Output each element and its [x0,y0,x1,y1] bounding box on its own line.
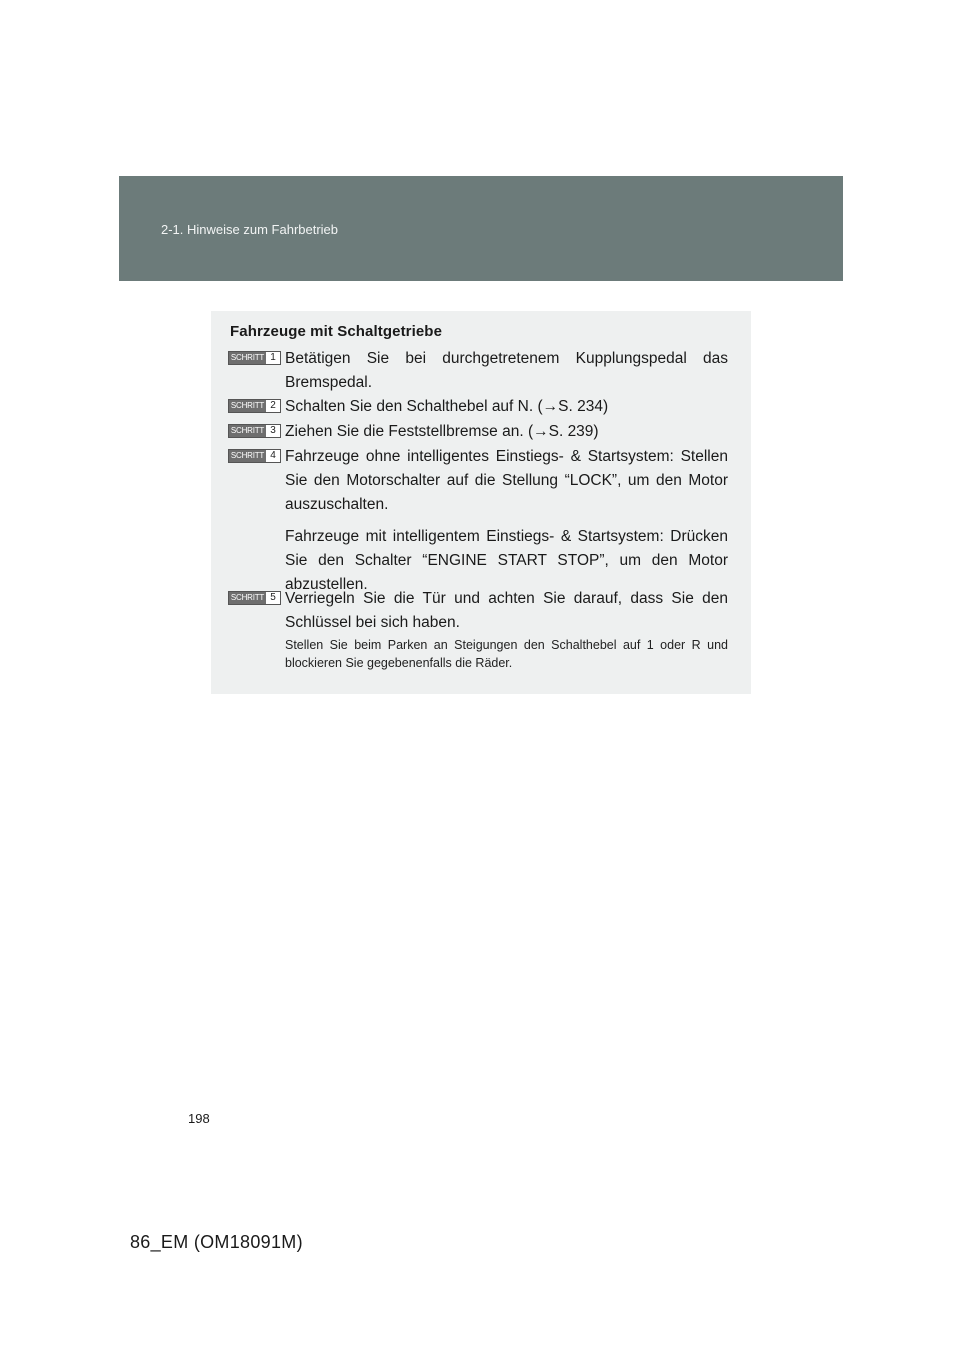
step-badge [228,424,281,438]
section-title: 2-1. Hinweise zum Fahrbetrieb [161,222,339,237]
step-badge-word: SCHRITT [230,451,265,460]
step-badge-word: SCHRITT [230,353,265,362]
document-code: 86_EM (OM18091M) [130,1232,303,1252]
step-badge [228,351,281,365]
step-text [285,587,728,635]
parking-note: Stellen Sie beim Parken an Steigungen den Schalthebel auf 1 oder R und blockieren Sie gegebenenfalls die Räder. [285,638,728,670]
step-text [285,445,728,597]
step-paragraph: Schalten Sie den Schalthebel auf N. (→S. 234) [285,398,609,415]
step-badge [228,591,281,605]
step-badge-word: SCHRITT [230,593,265,602]
step-badge [228,399,281,413]
step-paragraph: Ziehen Sie die Feststellbremse an. (→S. 239) [285,423,599,440]
instruction-box [211,311,751,694]
step-badge-number: 4 [270,450,276,461]
step-badge-number: 3 [270,425,276,436]
step-paragraph: Verriegeln Sie die Tür und achten Sie darauf, dass Sie den Schlüssel bei sich haben. [285,590,728,631]
page-number: 198 [188,1111,210,1126]
step-paragraph-alt: Fahrzeuge mit intelligentem Einstiegs- & Startsystem: Drücken Sie den Schalter “ENGINE START STOP”, um den Motor abzustellen. [285,528,728,593]
section-header-band [119,176,843,281]
step-badge-number: 1 [270,352,276,363]
step-badge-number: 5 [270,592,276,603]
step-text [285,395,728,419]
step-text [285,347,728,395]
step-paragraph: Betätigen Sie bei durchgetretenem Kupplungspedal das Bremspedal. [285,350,728,391]
step-text [285,420,728,444]
step-paragraph: Fahrzeuge ohne intelligentes Einstiegs- & Startsystem: Stellen Sie den Motorschalter auf die Stellung “LOCK”, um den Motor auszuschalten. [285,448,728,513]
box-heading: Fahrzeuge mit Schaltgetriebe [230,323,443,340]
step-badge-number: 2 [270,400,276,411]
step-badge-word: SCHRITT [230,401,265,410]
step-badge-word: SCHRITT [230,426,265,435]
step-badge [228,449,281,463]
